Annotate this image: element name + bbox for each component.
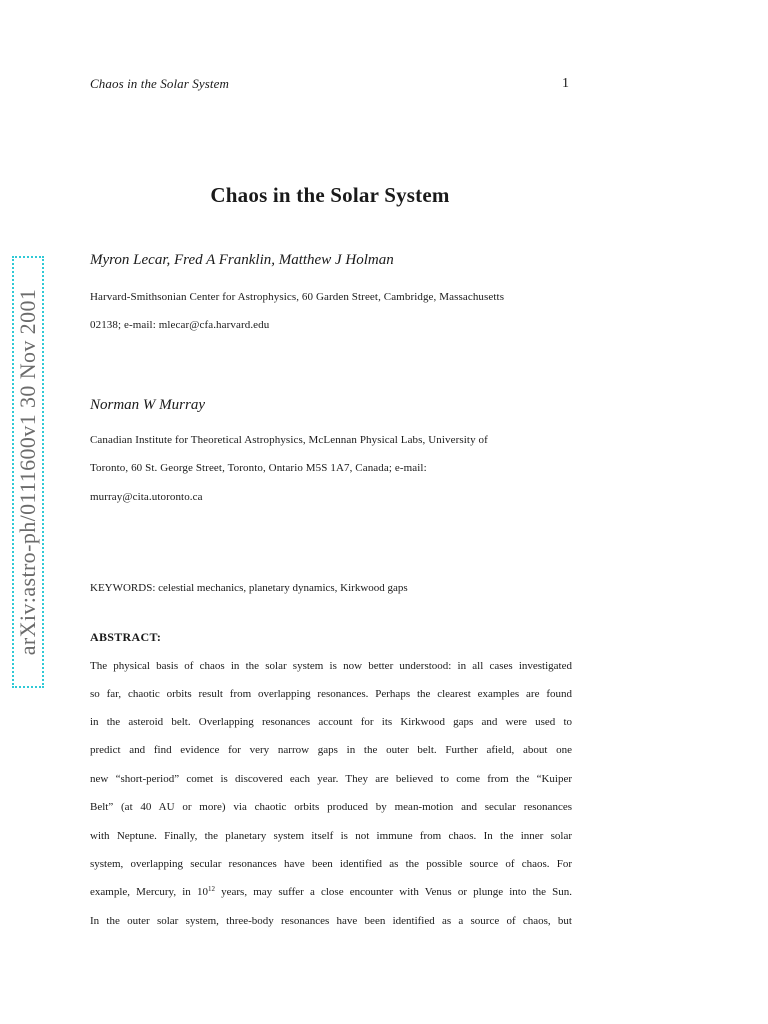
running-head: Chaos in the Solar System: [90, 76, 229, 91]
abstract-line-9-after: years, may suffer a close encounter with Venus or plunge into the Sun.: [214, 886, 572, 898]
abstract-line-9: [90, 885, 572, 899]
affiliation-1-line-2: 02138; e-mail: mlecar@cfa.harvard.edu: [90, 319, 270, 331]
abstract-line-7: with Neptune. Finally, the planetary system itself is not immune from chaos. In the inner solar: [90, 830, 572, 842]
abstract-line-2: so far, chaotic orbits result from overlapping resonances. Perhaps the clearest examples are found: [90, 688, 572, 700]
abstract-line-6: Belt” (at 40 AU or more) via chaotic orbits produced by mean-motion and secular resonances: [90, 801, 572, 813]
exponent: 12: [207, 885, 215, 893]
abstract-line-4: predict and find evidence for very narrow gaps in the outer belt. Further afield, about one: [90, 744, 572, 756]
keywords: KEYWORDS: celestial mechanics, planetary dynamics, Kirkwood gaps: [90, 582, 408, 594]
affiliation-2-line-2: Toronto, 60 St. George Street, Toronto, Ontario M5S 1A7, Canada; e-mail:: [90, 462, 427, 474]
affiliation-1-line-1: Harvard-Smithsonian Center for Astrophysics, 60 Garden Street, Cambridge, Massachusetts: [90, 291, 505, 303]
arxiv-stamp[interactable]: [12, 256, 44, 688]
abstract-heading: ABSTRACT:: [90, 630, 162, 644]
abstract-line-5: new “short-period” comet is discovered each year. They are believed to come from the “Kuiper: [90, 773, 572, 785]
author-list-2: Norman W Murray: [90, 397, 205, 413]
affiliation-2-line-1: Canadian Institute for Theoretical Astrophysics, McLennan Physical Labs, University of: [90, 434, 488, 446]
abstract-line-9-before: example, Mercury, in 10: [90, 886, 208, 898]
abstract-line-8: system, overlapping secular resonances have been identified as the possible source of chaos. For: [90, 858, 572, 870]
affiliation-2-line-3: murray@cita.utoronto.ca: [90, 491, 203, 503]
paper-title: Chaos in the Solar System: [210, 183, 450, 207]
arxiv-identifier[interactable]: arXiv:astro-ph/0111600v1 30 Nov 2001: [15, 288, 40, 656]
abstract-line-10: In the outer solar system, three-body resonances have been identified as a source of chaos, but: [90, 915, 572, 927]
abstract-line-3: in the asteroid belt. Overlapping resonances account for its Kirkwood gaps and were used to: [90, 716, 572, 728]
abstract-line-1: The physical basis of chaos in the solar system is now better understood: in all cases investigated: [90, 660, 572, 672]
author-list-1: Myron Lecar, Fred A Franklin, Matthew J Holman: [90, 252, 394, 268]
page-number: 1: [562, 76, 569, 91]
